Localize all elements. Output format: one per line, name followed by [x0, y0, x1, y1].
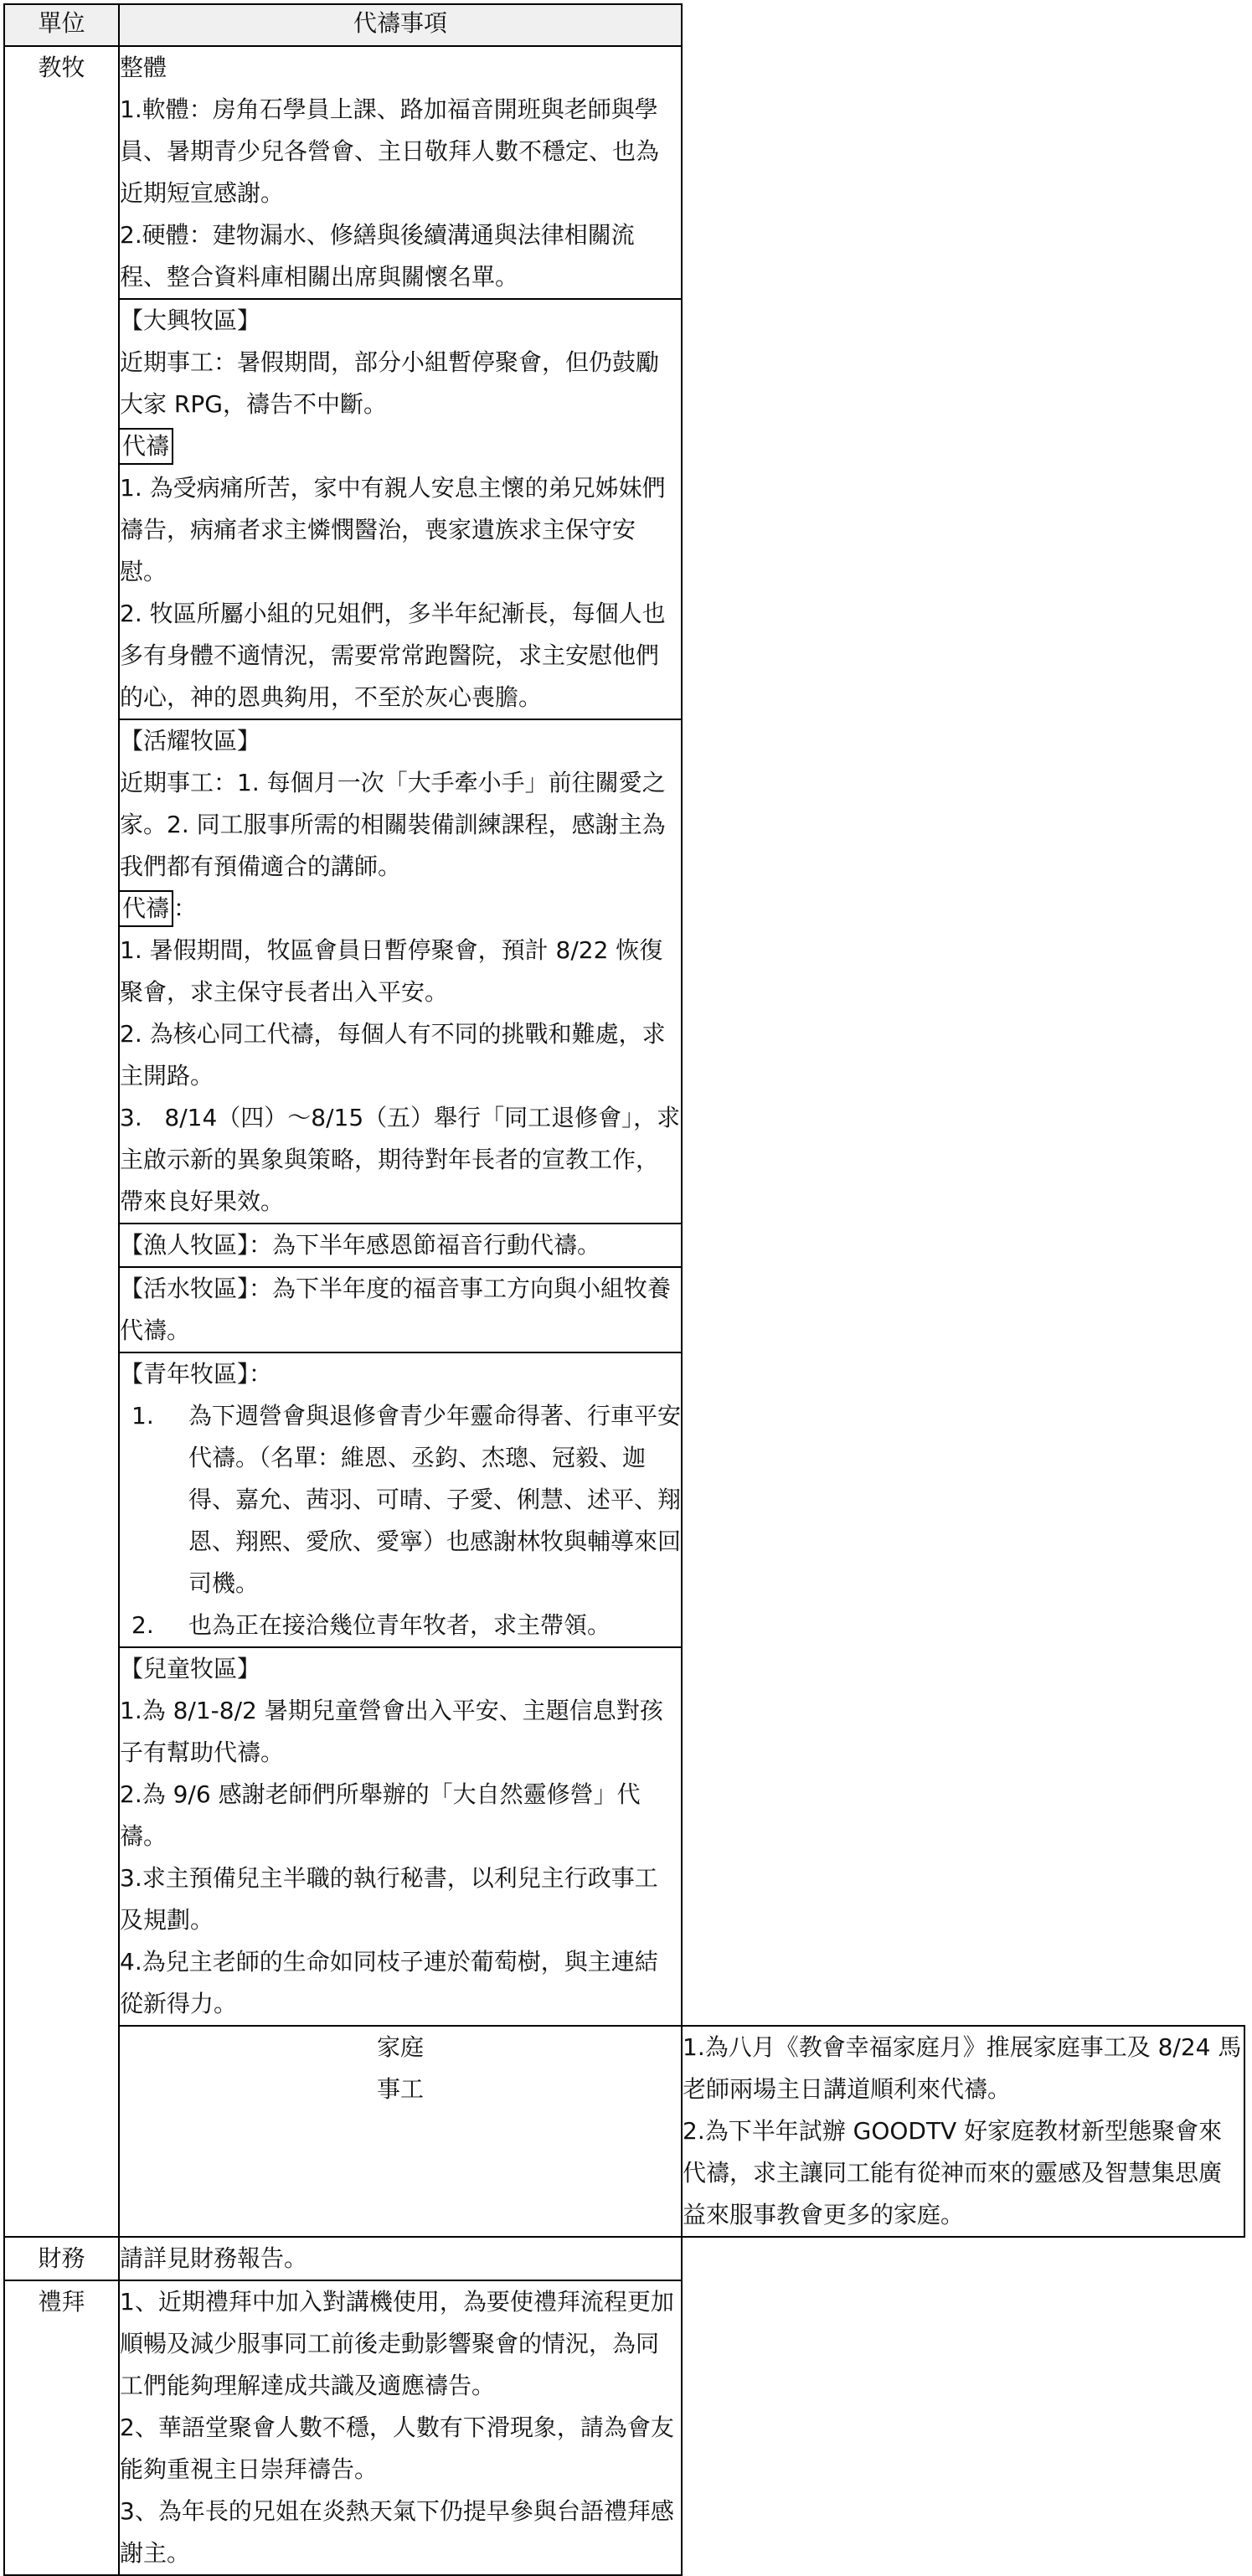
list-item: 4.為兒主老師的生命如同枝子連於葡萄樹，與主連結從新得力。	[120, 1948, 658, 2017]
huoshui-cell	[119, 1267, 682, 1352]
ministry-row-huoshui	[4, 1267, 1244, 1352]
children-cell	[119, 1647, 682, 2026]
finance-cell	[119, 2237, 682, 2280]
family-row	[4, 2026, 1244, 2237]
ministry-row-huoyao	[4, 719, 1244, 1224]
list-item: 3.求主預備兒主半職的執行秘書，以利兒主行政事工及規劃。	[120, 1864, 658, 1934]
prayer-items-table	[3, 3, 1245, 2576]
list-item: 2.為 9/6 感謝老師們所舉辦的「大自然靈修營」代禱。	[120, 1780, 641, 1850]
unit-family-line1: 家庭	[376, 2033, 424, 2061]
item-text: 也為正在接洽幾位青年牧者，求主帶領。	[188, 1611, 611, 1639]
finance-text: 請詳見財務報告。	[120, 2244, 308, 2272]
section-title: 【青年牧區】：	[120, 1360, 273, 1388]
header-unit: 單位	[4, 4, 119, 46]
family-cell	[682, 2026, 1244, 2237]
section-title: 【大興牧區】	[120, 307, 261, 334]
numbered-item	[120, 1605, 681, 1646]
prayer-label-box: 代禱	[118, 890, 173, 927]
list-item: 1. 為受病痛所苦，家中有親人安息主懷的弟兄姊妹們禱告，病痛者求主憐憫醫治，喪家遺族求主保守安慰。	[120, 474, 666, 585]
ministry-overall-cell	[119, 46, 682, 299]
recent-work: 近期事工：暑假期間，部分小組暫停聚會，但仍鼓勵大家 RPG，禱告不中斷。	[120, 348, 660, 418]
section-title: 【活耀牧區】	[120, 727, 261, 755]
huoyao-cell	[119, 719, 682, 1224]
header-row	[4, 4, 1244, 46]
list-item: 2. 為核心同工代禱，每個人有不同的挑戰和難處，求主開路。	[120, 1020, 666, 1090]
list-item: 2. 牧區所屬小組的兄姐們，多半年紀漸長，每個人也多有身體不適情況，需要常常跑醫院，求主安慰他們的心，神的恩典夠用，不至於灰心喪膽。	[120, 600, 666, 711]
recent-work: 近期事工：1. 每個月一次「大手牽小手」前往關愛之家。2. 同工服事所需的相關裝備訓練課程，感謝主為我們都有預備適合的講師。	[120, 769, 666, 880]
ministry-row-youth	[4, 1352, 1244, 1647]
ministry-row-children	[4, 1647, 1244, 2026]
list-item: 2、華語堂聚會人數不穩，人數有下滑現象，請為會友能夠重視主日崇拜禱告。	[120, 2414, 674, 2483]
section-title: 【兒童牧區】	[120, 1655, 261, 1682]
numbered-item	[120, 1395, 681, 1605]
yuren-cell	[119, 1224, 682, 1267]
unit-finance: 財務	[4, 2237, 119, 2280]
unit-worship: 禮拜	[4, 2280, 119, 2575]
ministry-row-daxing	[4, 299, 1244, 719]
section-title: 整體	[120, 54, 167, 81]
daxing-cell	[119, 299, 682, 719]
section-text: 【漁人牧區】：為下半年感恩節福音行動代禱。	[120, 1231, 601, 1259]
unit-ministry: 教牧	[4, 46, 119, 2237]
list-item: 1. 暑假期間，牧區會員日暫停聚會，預計 8/22 恢復聚會，求主保守長者出入平安。	[120, 936, 663, 1006]
list-item: 3、為年長的兄姐在炎熱天氣下仍提早參與台語禮拜感謝主。	[120, 2497, 674, 2567]
header-items: 代禱事項	[119, 4, 682, 46]
prayer-label-colon: ：	[173, 894, 198, 922]
list-item: 1.為 8/1-8/2 暑期兒童營會出入平安、主題信息對孩子有幫助代禱。	[120, 1697, 663, 1766]
unit-family-line2: 事工	[376, 2075, 424, 2103]
list-item: 3. 8/14（四）～8/15（五）舉行「同工退修會」，求主啟示新的異象與策略，期待對年長者的宣教工作，帶來良好果效。	[120, 1104, 681, 1215]
section-text: 【活水牧區】：為下半年度的福音事工方向與小組牧養代禱。	[120, 1275, 672, 1344]
list-item: 1.軟體：房角石學員上課、路加福音開班與老師與學員、暑期青少兒各營會、主日敬拜人數不穩定、也為近期短宣感謝。	[120, 95, 660, 207]
prayer-label-box: 代禱	[118, 428, 173, 465]
youth-cell	[119, 1352, 682, 1647]
item-text: 為下週營會與退修會青少年靈命得著、行車平安代禱。（名單：維恩、丞鈞、杰璁、冠毅、迦得、嘉允、茜羽、可晴、子愛、俐慧、述平、翔恩、翔熙、愛欣、愛寧）也感謝林牧與輔導來回司機。	[188, 1402, 682, 1597]
item-number: 1.	[131, 1402, 154, 1430]
unit-family	[119, 2026, 682, 2237]
ministry-row-yuren	[4, 1224, 1244, 1267]
list-item: 2.為下半年試辦 GOODTV 好家庭教材新型態聚會來代禱，求主讓同工能有從神而來的靈感及智慧集思廣益來服事教會更多的家庭。	[683, 2117, 1223, 2228]
worship-row	[4, 2280, 1244, 2575]
list-item: 2.硬體：建物漏水、修繕與後續溝通與法律相關流程、整合資料庫相關出席與關懷名單。	[120, 221, 635, 291]
item-number: 2.	[131, 1611, 154, 1639]
worship-cell	[119, 2280, 682, 2575]
finance-row	[4, 2237, 1244, 2280]
list-item: 1.為八月《教會幸福家庭月》推展家庭事工及 8/24 馬老師兩場主日講道順利來代禱。	[683, 2033, 1242, 2103]
list-item: 1、近期禮拜中加入對講機使用，為要使禮拜流程更加順暢及減少服事同工前後走動影響聚會的情況，為同工們能夠理解達成共識及適應禱告。	[120, 2288, 674, 2399]
ministry-row-overall	[4, 46, 1244, 299]
